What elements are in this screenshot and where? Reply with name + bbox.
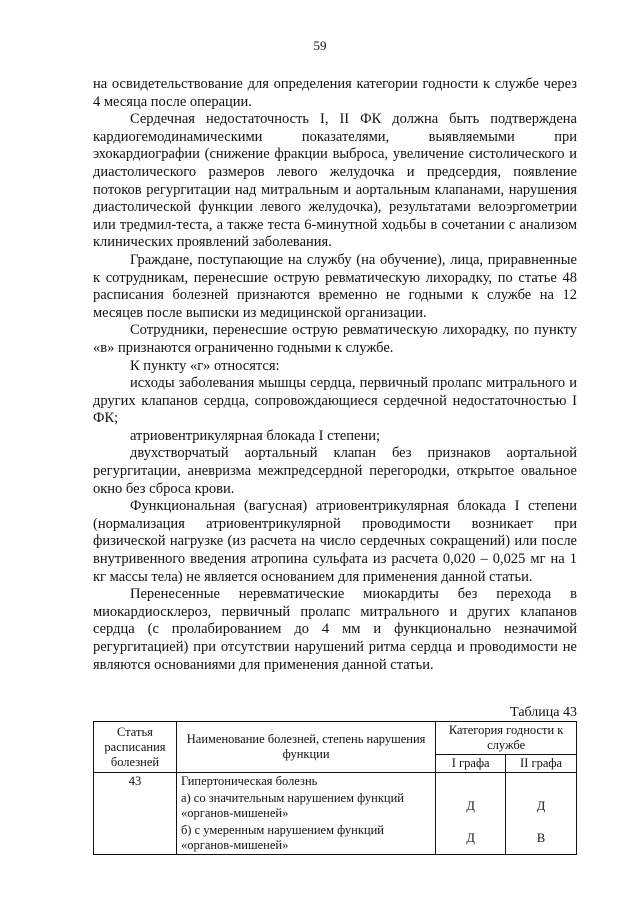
table-header-row [94,722,577,755]
header-disease: Наименование болезней, степень нарушения функции [176,722,435,773]
header-article: Статья расписания болезней [94,722,177,773]
cell-col2: В [506,822,577,855]
header-col1: I графа [436,755,506,773]
page-number: 59 [313,38,327,53]
document-body [93,76,577,674]
cell-article [94,822,177,855]
cell-disease: Гипертоническая болезнь [176,773,435,791]
header-category: Категория годности к службе [436,722,577,755]
table-row [94,822,577,855]
paragraph: атриовентрикулярная блокада I степени; [130,427,381,444]
paragraph: Перенесенные неревматические миокардиты без перехода в миокардиосклероз, первичный пролапс митрального и других клапанов сердца (с пролабированием до 4 мм и функционально незначимой регургитацией) при отсутствии нарушений ритма сердца и проводимости не являются основаниями для применения данной статьи. [93,586,577,673]
cell-disease: а) со значительным нарушением функций «органов-мишеней» [176,790,435,822]
cell-article: 43 [94,773,177,791]
paragraph: двухстворчатый аортальный клапан без признаков аортальной регургитации, аневризма межпредсердной перегородки, открытое овальное окно без сброса крови. [93,445,577,497]
disease-table [93,721,577,855]
header-col2: II графа [506,755,577,773]
paragraph: исходы заболевания мышцы сердца, первичный пролапс митрального и других клапанов сердца, сопровождающиеся сердечной недостаточностью I ФК; [93,375,577,427]
table-caption: Таблица 43 [510,705,577,720]
cell-article [94,790,177,822]
cell-col1 [436,773,506,791]
paragraph: К пункту «г» относятся: [130,357,280,374]
paragraph: Граждане, поступающие на службу (на обучение), лица, приравненные к сотрудникам, перенесшие острую ревматическую лихорадку, по статье 48 расписания болезней признаются временно не годными к службе на 12 месяцев после выписки из медицинской организации. [93,251,577,321]
cell-col1: Д [436,790,506,822]
paragraph: Функциональная (вагусная) атриовентрикулярная блокада I степени (нормализация атриовентрикулярной проводимости возникает при физической нагрузке (из расчета на число сердечных сокращений) или после внутривенного введения атропина сульфата из расчета 0,020 – 0,025 мг на 1 кг массы тела) не является основанием для применения данной статьи. [93,498,577,585]
paragraph: на освидетельствование для определения категории годности к службе через 4 месяца после операции. [93,76,577,110]
cell-col2 [506,773,577,791]
cell-col1: Д [436,822,506,855]
cell-col2: Д [506,790,577,822]
table-row [94,790,577,822]
cell-disease: б) с умеренным нарушением функций «органов-мишеней» [176,822,435,855]
paragraph: Сердечная недостаточность I, II ФК должна быть подтверждена кардиогемодинамическими показателями, выявляемыми при эхокардиографии (снижение фракции выброса, увеличение систолического и диастолического размеров левого желудочка и предсердия, появление потоков регургитации над митральным и аортальным клапанами, нарушения диастолической функции левого желудочка), результатами велоэргометрии или тредмил-теста, а также теста 6-минутной ходьбы в сочетании с анализом клинических проявлений заболевания. [93,111,577,251]
paragraph: Сотрудники, перенесшие острую ревматическую лихорадку, по пункту «в» признаются ограниченно годными к службе. [93,322,577,356]
table-row [94,773,577,791]
